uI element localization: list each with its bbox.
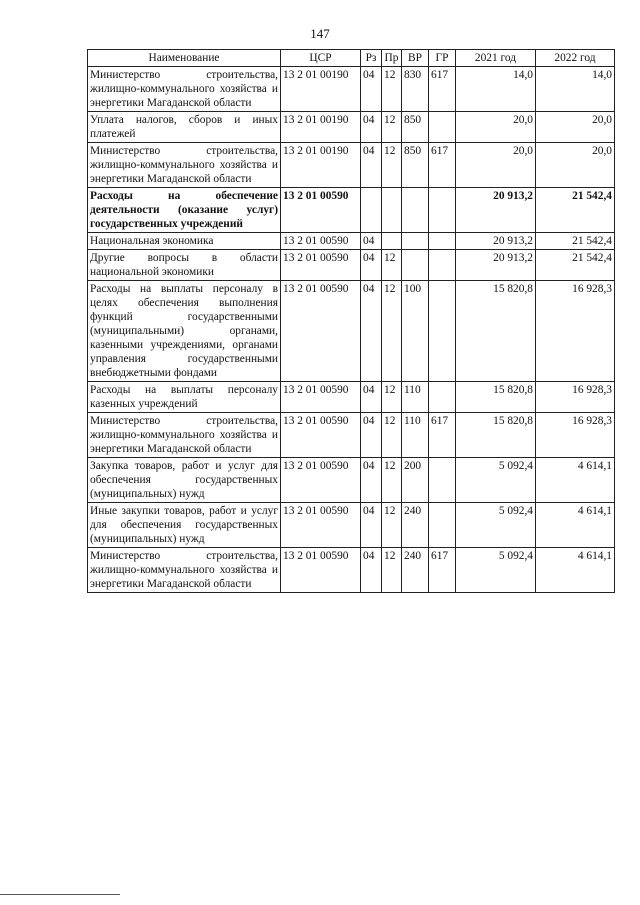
cell-2021: 15 820,8 xyxy=(456,382,536,413)
cell-pr xyxy=(382,188,402,233)
page-number: 147 xyxy=(310,26,330,41)
cell-2021: 20 913,2 xyxy=(456,188,536,233)
cell-csr: 13 2 01 00590 xyxy=(281,233,361,250)
column-header-vr: ВР xyxy=(402,50,429,67)
cell-2021: 20 913,2 xyxy=(456,250,536,281)
table-row xyxy=(88,413,615,458)
cell-pr: 12 xyxy=(382,67,402,112)
cell-rz: 04 xyxy=(361,112,382,143)
cell-csr: 13 2 01 00190 xyxy=(281,67,361,112)
cell-gr: 617 xyxy=(429,143,456,188)
cell-csr: 13 2 01 00590 xyxy=(281,503,361,548)
cell-rz: 04 xyxy=(361,382,382,413)
cell-pr: 12 xyxy=(382,458,402,503)
cell-2022: 4 614,1 xyxy=(536,548,615,593)
cell-2021: 14,0 xyxy=(456,67,536,112)
cell-pr: 12 xyxy=(382,382,402,413)
cell-gr xyxy=(429,250,456,281)
cell-gr: 617 xyxy=(429,413,456,458)
cell-vr: 240 xyxy=(402,548,429,593)
cell-name: Расходы на выплаты персоналу казенных учреждений xyxy=(88,382,281,413)
cell-vr: 200 xyxy=(402,458,429,503)
cell-2021: 5 092,4 xyxy=(456,458,536,503)
cell-csr: 13 2 01 00190 xyxy=(281,143,361,188)
cell-vr xyxy=(402,233,429,250)
cell-gr xyxy=(429,112,456,143)
cell-vr: 240 xyxy=(402,503,429,548)
cell-pr xyxy=(382,233,402,250)
cell-rz xyxy=(361,188,382,233)
cell-2022: 16 928,3 xyxy=(536,281,615,382)
column-header-name: Наименование xyxy=(88,50,281,67)
cell-gr xyxy=(429,382,456,413)
cell-2022: 16 928,3 xyxy=(536,413,615,458)
table-row xyxy=(88,382,615,413)
cell-pr: 12 xyxy=(382,548,402,593)
cell-2021: 20 913,2 xyxy=(456,233,536,250)
cell-2021: 15 820,8 xyxy=(456,413,536,458)
table-row xyxy=(88,548,615,593)
cell-name: Министерство строительства, жилищно-коммунального хозяйства и энергетики Магаданской области xyxy=(88,143,281,188)
cell-vr xyxy=(402,188,429,233)
cell-2021: 20,0 xyxy=(456,112,536,143)
cell-rz: 04 xyxy=(361,233,382,250)
table-row xyxy=(88,67,615,112)
cell-gr xyxy=(429,458,456,503)
cell-name: Расходы на обеспечение деятельности (оказание услуг) государственных учреждений xyxy=(88,188,281,233)
cell-2022: 21 542,4 xyxy=(536,233,615,250)
cell-2022: 21 542,4 xyxy=(536,188,615,233)
cell-pr: 12 xyxy=(382,143,402,188)
column-header-2021: 2021 год xyxy=(456,50,536,67)
cell-vr: 850 xyxy=(402,112,429,143)
cell-csr: 13 2 01 00590 xyxy=(281,548,361,593)
cell-rz: 04 xyxy=(361,143,382,188)
cell-gr: 617 xyxy=(429,548,456,593)
cell-2022: 4 614,1 xyxy=(536,503,615,548)
cell-gr xyxy=(429,188,456,233)
cell-vr: 850 xyxy=(402,143,429,188)
footnote-divider xyxy=(0,894,120,895)
table-row xyxy=(88,233,615,250)
table-row xyxy=(88,112,615,143)
cell-2022: 20,0 xyxy=(536,143,615,188)
cell-csr: 13 2 01 00590 xyxy=(281,458,361,503)
cell-name: Закупка товаров, работ и услуг для обеспечения государственных (муниципальных) нужд xyxy=(88,458,281,503)
cell-vr: 110 xyxy=(402,382,429,413)
cell-csr: 13 2 01 00590 xyxy=(281,250,361,281)
cell-2021: 5 092,4 xyxy=(456,503,536,548)
cell-pr: 12 xyxy=(382,503,402,548)
cell-csr: 13 2 01 00590 xyxy=(281,413,361,458)
cell-rz: 04 xyxy=(361,281,382,382)
table-row xyxy=(88,143,615,188)
table-body xyxy=(88,67,615,593)
cell-name: Министерство строительства, жилищно-коммунального хозяйства и энергетики Магаданской области xyxy=(88,548,281,593)
cell-name: Министерство строительства, жилищно-коммунального хозяйства и энергетики Магаданской области xyxy=(88,67,281,112)
cell-name: Министерство строительства, жилищно-коммунального хозяйства и энергетики Магаданской области xyxy=(88,413,281,458)
cell-2022: 21 542,4 xyxy=(536,250,615,281)
cell-pr: 12 xyxy=(382,112,402,143)
table-row xyxy=(88,188,615,233)
cell-vr xyxy=(402,250,429,281)
cell-rz: 04 xyxy=(361,548,382,593)
cell-pr: 12 xyxy=(382,250,402,281)
cell-2022: 4 614,1 xyxy=(536,458,615,503)
cell-name: Уплата налогов, сборов и иных платежей xyxy=(88,112,281,143)
cell-pr: 12 xyxy=(382,413,402,458)
cell-gr xyxy=(429,503,456,548)
cell-name: Национальная экономика xyxy=(88,233,281,250)
cell-rz: 04 xyxy=(361,458,382,503)
column-header-pr: Пр xyxy=(382,50,402,67)
cell-rz: 04 xyxy=(361,250,382,281)
cell-gr xyxy=(429,281,456,382)
column-header-2022: 2022 год xyxy=(536,50,615,67)
cell-csr: 13 2 01 00590 xyxy=(281,382,361,413)
cell-rz: 04 xyxy=(361,67,382,112)
cell-name: Другие вопросы в области национальной экономики xyxy=(88,250,281,281)
cell-rz: 04 xyxy=(361,413,382,458)
cell-pr: 12 xyxy=(382,281,402,382)
cell-vr: 100 xyxy=(402,281,429,382)
cell-csr: 13 2 01 00190 xyxy=(281,112,361,143)
table-row xyxy=(88,458,615,503)
cell-csr: 13 2 01 00590 xyxy=(281,281,361,382)
cell-vr: 830 xyxy=(402,67,429,112)
cell-2021: 20,0 xyxy=(456,143,536,188)
cell-csr: 13 2 01 00590 xyxy=(281,188,361,233)
table-row xyxy=(88,503,615,548)
cell-2022: 20,0 xyxy=(536,112,615,143)
table-row xyxy=(88,250,615,281)
cell-2022: 14,0 xyxy=(536,67,615,112)
cell-2021: 5 092,4 xyxy=(456,548,536,593)
table-row xyxy=(88,281,615,382)
cell-gr xyxy=(429,233,456,250)
cell-name: Иные закупки товаров, работ и услуг для обеспечения государственных (муниципальных) нужд xyxy=(88,503,281,548)
cell-2022: 16 928,3 xyxy=(536,382,615,413)
cell-rz: 04 xyxy=(361,503,382,548)
column-header-rz: Рз xyxy=(361,50,382,67)
column-header-gr: ГР xyxy=(429,50,456,67)
column-header-csr: ЦСР xyxy=(281,50,361,67)
cell-vr: 110 xyxy=(402,413,429,458)
cell-2021: 15 820,8 xyxy=(456,281,536,382)
budget-table xyxy=(87,49,615,593)
table-header-row xyxy=(88,50,615,67)
cell-gr: 617 xyxy=(429,67,456,112)
cell-name: Расходы на выплаты персоналу в целях обеспечения выполнения функций государственными (муниципальными) органами, казенными учреждениями, органами управления государственными внебюджетными фондами xyxy=(88,281,281,382)
